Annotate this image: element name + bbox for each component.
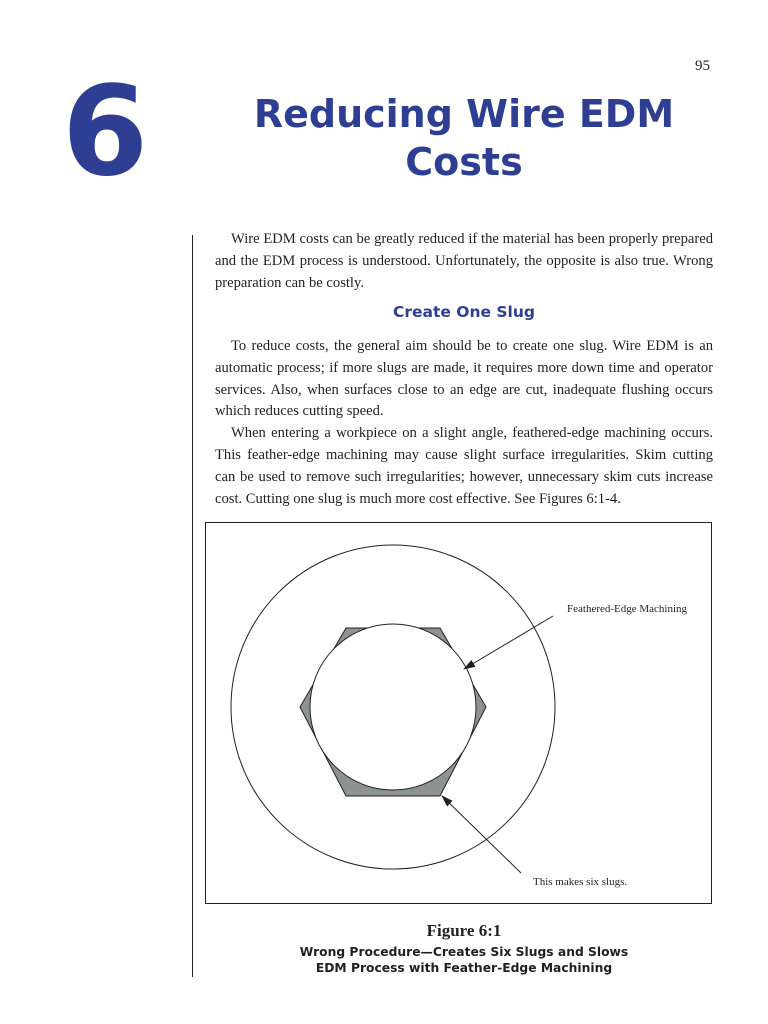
inner-circle-cut: [310, 624, 476, 790]
callout-arrow-six-slugs: [442, 796, 521, 873]
figure-drawing: [206, 523, 711, 903]
body-paragraph: When entering a workpiece on a slight angle, feathered-edge machining occurs. This feather-edge machining may cause slight surface irregularities. Skim cutting can be used to remove such irregularities; however, unnecessary skim cuts increase cost. Cutting one slug is much more cost effective. See Figures 6:1-4.: [215, 425, 713, 507]
intro-paragraph: Wire EDM costs can be greatly reduced if the material has been properly prepared and the EDM process is understood. Unfortunately, the opposite is also true. Wrong preparation can be costly.: [215, 231, 713, 291]
page-number: 95: [695, 58, 710, 74]
chapter-title: [214, 90, 714, 186]
figure-caption-line: EDM Process with Feather-Edge Machining: [315, 961, 613, 975]
figure-frame: [205, 522, 712, 904]
figure-caption: [215, 944, 713, 976]
chapter-number: 6: [62, 60, 147, 204]
intro-text: [215, 229, 713, 294]
body-paragraph: To reduce costs, the general aim should be to create one slug. Wire EDM is an automatic process; if more slugs are made, it requires more down time and operator services. Also, when surfaces close to an edge are cut, inadequate flushing occurs which reduces cutting speed.: [215, 338, 713, 420]
callout-six-slugs: This makes six slugs.: [533, 876, 628, 888]
section-text: [215, 336, 713, 510]
chapter-title-line: Reducing Wire EDM: [253, 92, 675, 136]
callout-feathered-edge: Feathered-Edge Machining: [567, 603, 688, 615]
margin-rule: [192, 235, 193, 977]
chapter-title-line: Costs: [405, 140, 523, 184]
figure-label: Figure 6:1: [426, 921, 502, 940]
callout-arrow-feathered-edge: [464, 616, 553, 669]
section-heading: Create One Slug: [392, 303, 536, 321]
figure-caption-line: Wrong Procedure—Creates Six Slugs and Slows: [299, 945, 629, 959]
